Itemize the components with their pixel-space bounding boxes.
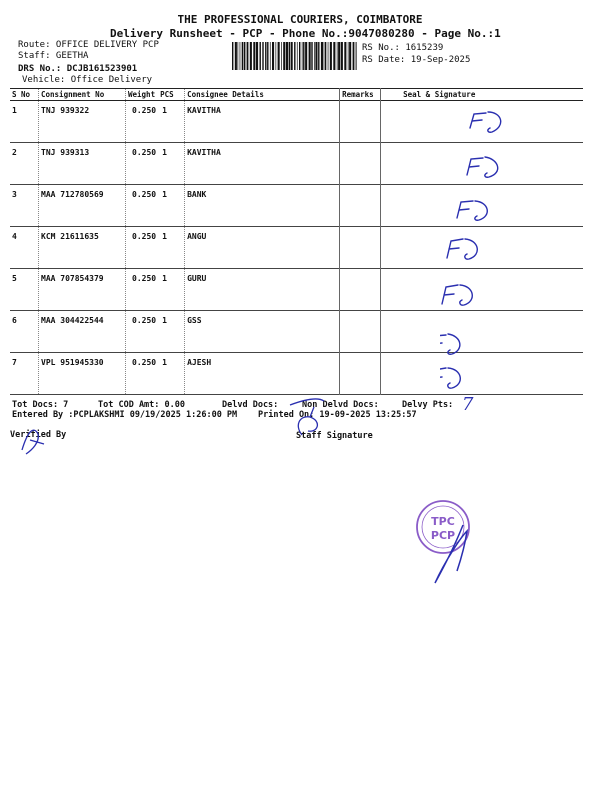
table-header-row	[10, 89, 583, 101]
cell-sno: 6	[12, 316, 17, 325]
delivered-docs: Delvd Docs:	[222, 400, 279, 410]
stamp-text-tpc: TPC	[431, 515, 455, 528]
cell-remarks	[340, 101, 381, 143]
cell-consignment: TNJ 939313	[39, 143, 126, 185]
cell-pcs: 1	[162, 232, 167, 241]
drs-number: DRS No.: DCJB161523901	[18, 64, 138, 74]
cell-weight: 0.250	[126, 101, 159, 143]
signature-row-7	[440, 368, 460, 388]
delivery-points-handwritten: 7	[462, 394, 474, 415]
cell-pcs: 1	[162, 316, 167, 325]
col-seal-signature: Seal & Signature	[381, 89, 583, 101]
cell-weight: 0.250	[126, 269, 159, 311]
cell-consignee: ANGU	[185, 227, 340, 269]
cell-pcs: 1	[162, 148, 167, 157]
col-weight: Weight	[126, 89, 159, 101]
col-consignee: Consignee Details	[185, 89, 340, 101]
route-label: Route: OFFICE DELIVERY PCP	[18, 40, 159, 50]
total-docs: Tot Docs: 7	[12, 400, 69, 410]
col-sno: S No	[12, 90, 31, 99]
cell-remarks	[340, 269, 381, 311]
cell-pcs: 1	[162, 190, 167, 199]
cell-consignment: KCM 21611635	[39, 227, 126, 269]
cell-weight: 0.250	[126, 185, 159, 227]
cell-pcs: 1	[162, 106, 167, 115]
company-title: THE PROFESSIONAL COURIERS, COIMBATORE	[177, 13, 423, 26]
cell-consignee: AJESH	[185, 353, 340, 395]
cell-weight: 0.250	[126, 143, 159, 185]
cell-consignment: VPL 951945330	[39, 353, 126, 395]
cell-weight: 0.250	[126, 353, 159, 395]
cell-sno: 1	[12, 106, 17, 115]
delivery-points: Delvy Pts:	[402, 400, 454, 410]
cell-sno: 7	[12, 358, 17, 367]
signature-row-2	[467, 157, 498, 177]
signature-marks	[440, 100, 600, 410]
cell-consignee: GURU	[185, 269, 340, 311]
staff-signature-mark	[284, 395, 344, 440]
cell-pcs: 1	[162, 274, 167, 283]
cell-consignee: BANK	[185, 185, 340, 227]
cell-consignee: KAVITHA	[185, 101, 340, 143]
col-pcs: PCS	[160, 90, 174, 99]
cell-sno: 2	[12, 148, 17, 157]
staff-label: Staff: GEETHA	[18, 51, 89, 61]
signature-row-1	[470, 112, 501, 132]
cell-remarks	[340, 353, 381, 395]
signature-row-6	[440, 334, 460, 354]
rs-number: RS No.: 1615239	[362, 43, 444, 53]
signature-row-4	[447, 239, 477, 259]
cell-weight: 0.250	[126, 227, 159, 269]
cell-pcs: 1	[162, 358, 167, 367]
rs-date: RS Date: 19-Sep-2025	[362, 55, 471, 65]
cell-remarks	[340, 143, 381, 185]
cell-remarks	[340, 227, 381, 269]
printed-on: Printed On: 19-09-2025 13:25:57	[258, 410, 417, 420]
cell-remarks	[340, 185, 381, 227]
vehicle-label: Vehicle: Office Delivery	[22, 75, 153, 85]
cell-sno: 3	[12, 190, 17, 199]
cell-consignee: GSS	[185, 311, 340, 353]
cell-consignment: MAA 707854379	[39, 269, 126, 311]
cell-consignment: MAA 712780569	[39, 185, 126, 227]
cell-consignment: TNJ 939322	[39, 101, 126, 143]
signature-row-3	[457, 201, 487, 220]
verified-by-label: Verified By	[10, 430, 67, 440]
staff-signature-label: Staff Signature	[296, 431, 373, 441]
entered-by: Entered By :PCPLAKSHMI 09/19/2025 1:26:00 PM	[12, 410, 238, 420]
cell-sno: 5	[12, 274, 17, 283]
col-consignment: Consignment No	[39, 89, 126, 101]
cell-weight: 0.250	[126, 311, 159, 353]
col-remarks: Remarks	[340, 89, 381, 101]
barcode-image	[232, 42, 358, 70]
cell-consignment: MAA 304422544	[39, 311, 126, 353]
total-cod-amount: Tot COD Amt: 0.00	[98, 400, 185, 410]
signature-row-5	[442, 285, 472, 305]
runsheet-subtitle: Delivery Runsheet - PCP - Phone No.:9047080280 - Page No.:1	[110, 27, 501, 40]
company-stamp	[405, 485, 515, 595]
stamp-text-pcp: PCP	[430, 529, 456, 542]
non-delivered-docs: Non Delvd Docs:	[302, 400, 379, 410]
cell-remarks	[340, 311, 381, 353]
cell-sno: 4	[12, 232, 17, 241]
verifier-signature	[14, 420, 54, 460]
cell-consignee: KAVITHA	[185, 143, 340, 185]
